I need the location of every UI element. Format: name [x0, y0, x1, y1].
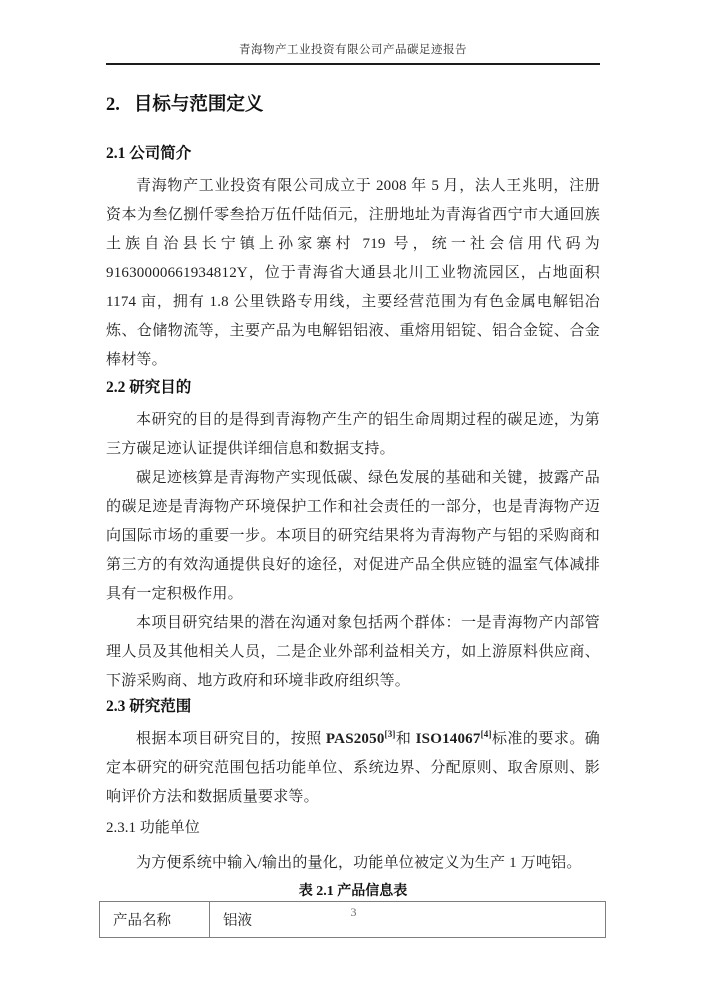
section-2-3-paragraph-1: [106, 725, 600, 812]
standard-iso14067: ISO14067: [415, 731, 481, 747]
section-2-3-heading: 2.3 研究范围: [106, 698, 192, 715]
para-text-mid: 和: [395, 731, 416, 747]
chapter-heading: [106, 93, 600, 117]
table-cell-product-name-label: 产品名称: [100, 902, 210, 938]
section-2-2-heading: 2.2 研究目的: [106, 379, 192, 396]
citation-3: [3]: [384, 729, 396, 739]
section-2-2-paragraph-3: 本项目研究结果的潜在沟通对象包括两个群体：一是青海物产内部管理人员及其他相关人员，二是企业外部利益相关方，如上游原料供应商、下游采购商、地方政府和环境非政府组织等。: [106, 615, 600, 689]
standard-pas2050: PAS2050: [325, 731, 385, 747]
section-2-1-heading: 2.1 公司简介: [106, 145, 192, 162]
table-cell-product-name-value: 铝液: [210, 902, 606, 938]
running-header: [106, 42, 600, 65]
para-text-before: 根据本项目研究目的，按照: [136, 731, 326, 747]
section-2-1-paragraph: 青海物产工业投资有限公司成立于 2008 年 5 月，法人王兆明，注册资本为叁亿捌仟零叁拾万伍仟陆佰元，注册地址为青海省西宁市大通回族土族自治县长宁镇上孙家寨村 719 号，统一社会信用代码为 91630000661934812Y，位于青海省大通县北川工业物流园区，占地面积 1174 亩，拥有 1.8 公里铁路专用线，主要经营范围为有色金属电解铝冶炼、仓储物流等，主要产品为电解铝铝液、重熔用铝锭、铝合金锭、合金棒材等。: [106, 178, 600, 368]
chapter-number: 2.: [106, 95, 120, 115]
chapter-title: 目标与范围定义: [133, 95, 264, 115]
table-2-1-caption: 表 2.1 产品信息表: [298, 884, 408, 899]
section-2-2-paragraph-2: 碳足迹核算是青海物产实现低碳、绿色发展的基础和关键，披露产品的碳足迹是青海物产环境保护工作和社会责任的一部分，也是青海物产迈向国际市场的重要一步。本项目的研究结果将为青海物产与铝的采购商和第三方的有效沟通提供良好的途径，对促进产品全供应链的温室气体减排具有一定积极作用。: [106, 470, 600, 602]
section-2-3-1-paragraph: 为方便系统中输入/输出的量化，功能单位被定义为生产 1 万吨铝。: [136, 855, 582, 871]
section-2-3-1-heading: 2.3.1 功能单位: [106, 820, 200, 836]
para-text-after: 标准的要求。确定本研究的研究范围包括功能单位、系统边界、分配原则、取舍原则、影响评价方法和数据质量要求等。: [106, 731, 601, 805]
page-number: 3: [350, 905, 357, 919]
section-2-2-paragraph-1: 本研究的目的是得到青海物产生产的铝生命周期过程的碳足迹，为第三方碳足迹认证提供详细信息和数据支持。: [106, 412, 600, 457]
citation-4: [4]: [480, 729, 492, 739]
running-header-title: 青海物产工业投资有限公司产品碳足迹报告: [239, 44, 467, 56]
